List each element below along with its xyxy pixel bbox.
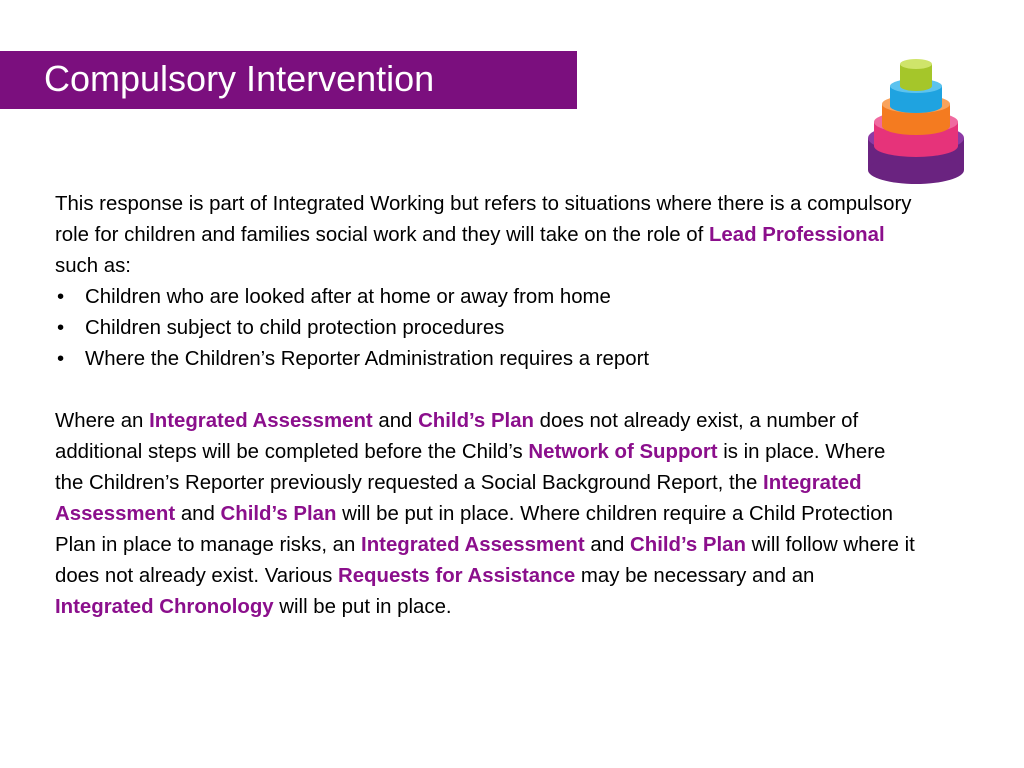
detail-text: will follow where it does not already exist. Various [55, 534, 915, 587]
detail-text: will be put in place. [273, 596, 452, 618]
detail-text: is in place. Where the Children’s Reporter previously requested a Social Background Report, the [55, 441, 886, 494]
term-lead-professional: Lead Professional [708, 224, 885, 246]
situations-list [55, 282, 915, 375]
term-integrated-assessment: Integrated Assessment [361, 534, 585, 556]
list-item [55, 344, 915, 375]
list-item-text: Children who are looked after at home or away from home [85, 286, 611, 308]
intro-paragraph [55, 189, 915, 282]
intro-text-2: such as: [55, 255, 131, 277]
detail-text: and [372, 410, 419, 432]
bullet-icon: • [57, 348, 65, 370]
term-childs-plan: Child’s Plan [418, 410, 535, 432]
term-integrated-chronology: Integrated Chronology [55, 596, 274, 618]
list-item [55, 313, 915, 344]
title-bar [0, 51, 577, 109]
detail-text: will be put in place. Where children require a Child Protection Plan in place to manage risks, an [55, 503, 893, 556]
logo-tier-green [900, 59, 932, 91]
term-childs-plan: Child’s Plan [630, 534, 746, 556]
tiered-cake-logo [866, 56, 966, 188]
bullet-icon: • [57, 286, 65, 308]
list-item-text: Children subject to child protection procedures [85, 317, 505, 339]
detail-text: and [175, 503, 221, 525]
term-integrated-assessment: Integrated Assessment [55, 472, 862, 525]
detail-paragraph [55, 406, 915, 623]
slide-body [55, 189, 915, 623]
bullet-icon: • [57, 317, 65, 339]
slide-title: Compulsory Intervention [44, 58, 435, 99]
detail-text: Where an [55, 410, 150, 432]
detail-text: and [584, 534, 631, 556]
intro-text-1: This response is part of Integrated Working but refers to situations where there is a compulsory role for children and families social work and they will take on the role of [55, 193, 912, 246]
detail-text: may be necessary and an [575, 565, 815, 587]
term-network-of-support: Network of Support [528, 441, 718, 463]
detail-text: does not already exist, a number of additional steps will be completed before the Child’s [55, 410, 859, 463]
paragraph-spacer [55, 375, 915, 406]
term-integrated-assessment: Integrated Assessment [149, 410, 373, 432]
list-item-text: Where the Children’s Reporter Administration requires a report [85, 348, 650, 370]
term-requests-for-assistance: Requests for Assistance [337, 565, 576, 587]
list-item [55, 282, 915, 313]
term-childs-plan: Child’s Plan [220, 503, 337, 525]
